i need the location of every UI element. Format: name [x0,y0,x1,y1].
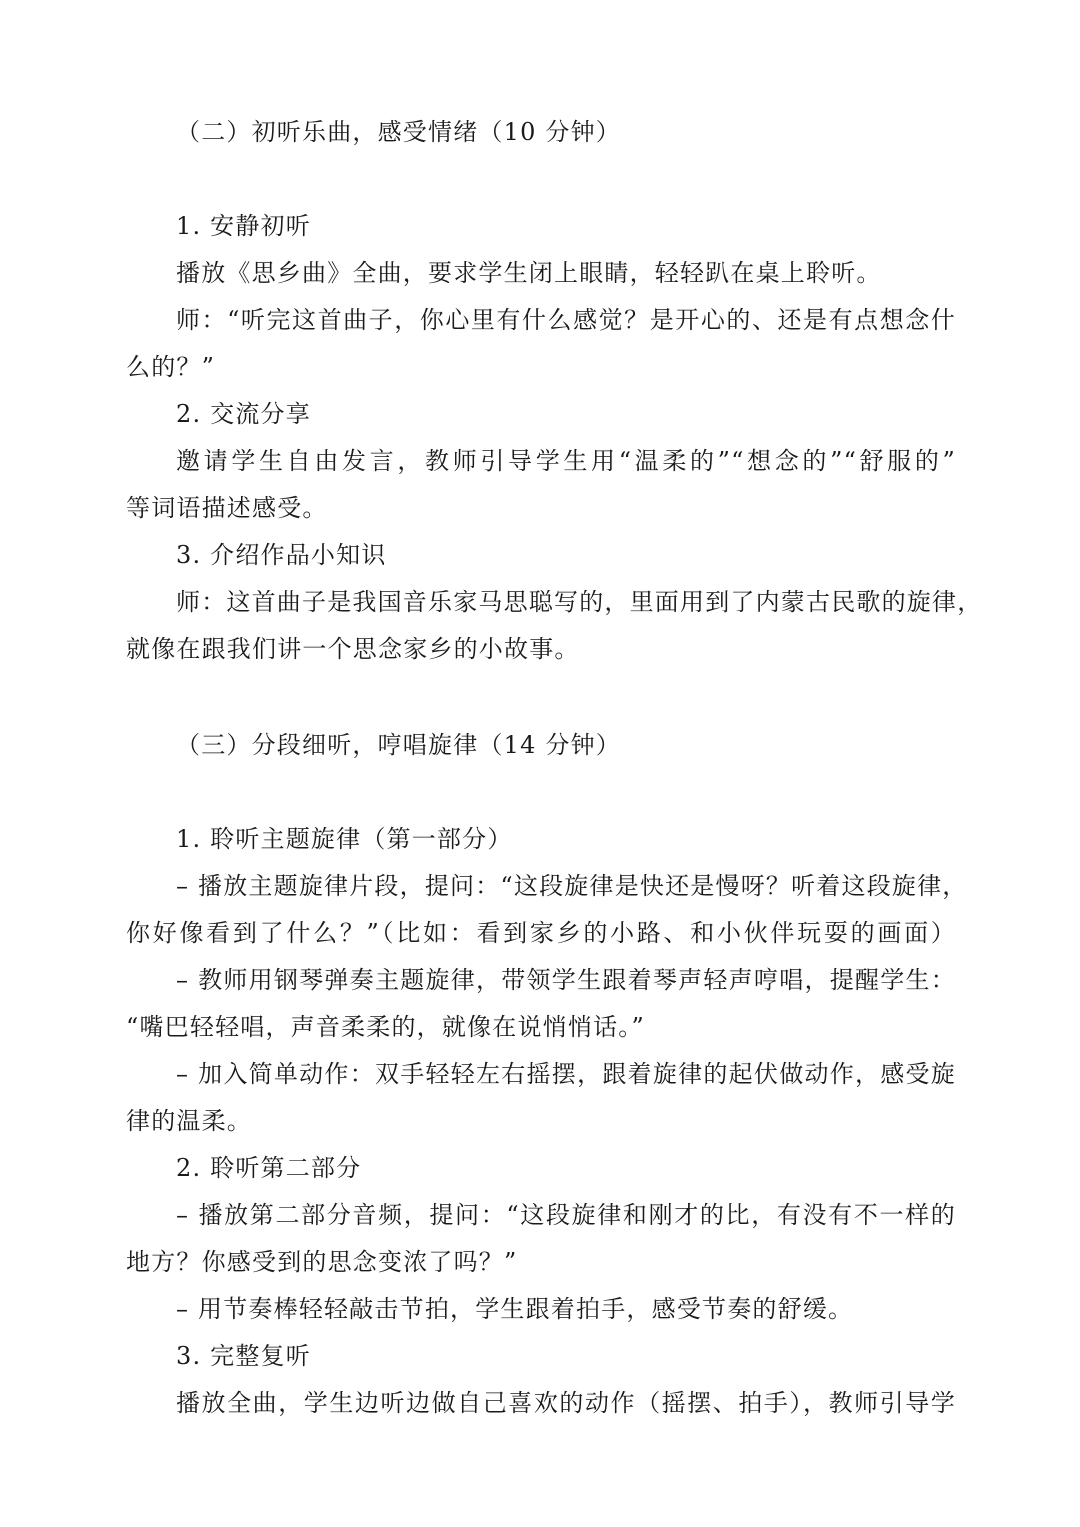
paragraph-line: – 用节奏棒轻轻敲击节拍，学生跟着拍手，感受节奏的舒缓。 [176,1295,854,1323]
section-heading: （三）分段细听，哼唱旋律（14 分钟） [176,731,621,759]
paragraph-line: – 播放第二部分音频，提问：“这段旋律和刚才的比，有没有不一样的 [176,1201,956,1229]
paragraph-line: – 教师用钢琴弹奏主题旋律，带领学生跟着琴声轻声哼唱，提醒学生： [176,966,956,994]
item-title: 1. 安静初听 [176,212,311,240]
paragraph-line: 播放《思乡曲》全曲，要求学生闭上眼睛，轻轻趴在桌上聆听。 [176,259,882,287]
paragraph-line: 师：“听完这首曲子，你心里有什么感觉？是开心的、还是有点想念什 [176,306,956,334]
item-title: 1. 聆听主题旋律（第一部分） [176,825,513,853]
paragraph-line: 等词语描述感受。 [126,494,328,522]
item-title: 3. 介绍作品小知识 [176,541,387,569]
item-title: 3. 完整复听 [176,1342,311,1370]
section-heading: （二）初听乐曲，感受情绪（10 分钟） [176,118,621,146]
item-title: 2. 聆听第二部分 [176,1154,362,1182]
paragraph-line: 么的？” [126,353,216,381]
item-title: 2. 交流分享 [176,400,311,428]
paragraph-line: – 加入简单动作：双手轻轻左右摇摆，跟着旋律的起伏做动作，感受旋 [176,1060,956,1088]
paragraph-line: 邀请学生自由发言，教师引导学生用“温柔的”“想念的”“舒服的” [176,447,956,475]
paragraph-line: 地方？你感受到的思念变浓了吗？” [126,1248,518,1276]
paragraph-line: 你好像看到了什么？”（比如：看到家乡的小路、和小伙伴玩耍的画面） [126,919,956,947]
paragraph-line: 律的温柔。 [126,1107,252,1135]
paragraph-line: 就像在跟我们讲一个思念家乡的小故事。 [126,635,580,663]
paragraph-line: 师：这首曲子是我国音乐家马思聪写的，里面用到了内蒙古民歌的旋律， [176,588,983,616]
paragraph-line: 播放全曲，学生边听边做自己喜欢的动作（摇摆、拍手），教师引导学 [176,1389,956,1417]
paragraph-line: “嘴巴轻轻唱，声音柔柔的，就像在说悄悄话。” [126,1013,645,1041]
paragraph-line: – 播放主题旋律片段，提问：“这段旋律是快还是慢呀？听着这段旋律， [176,872,968,900]
